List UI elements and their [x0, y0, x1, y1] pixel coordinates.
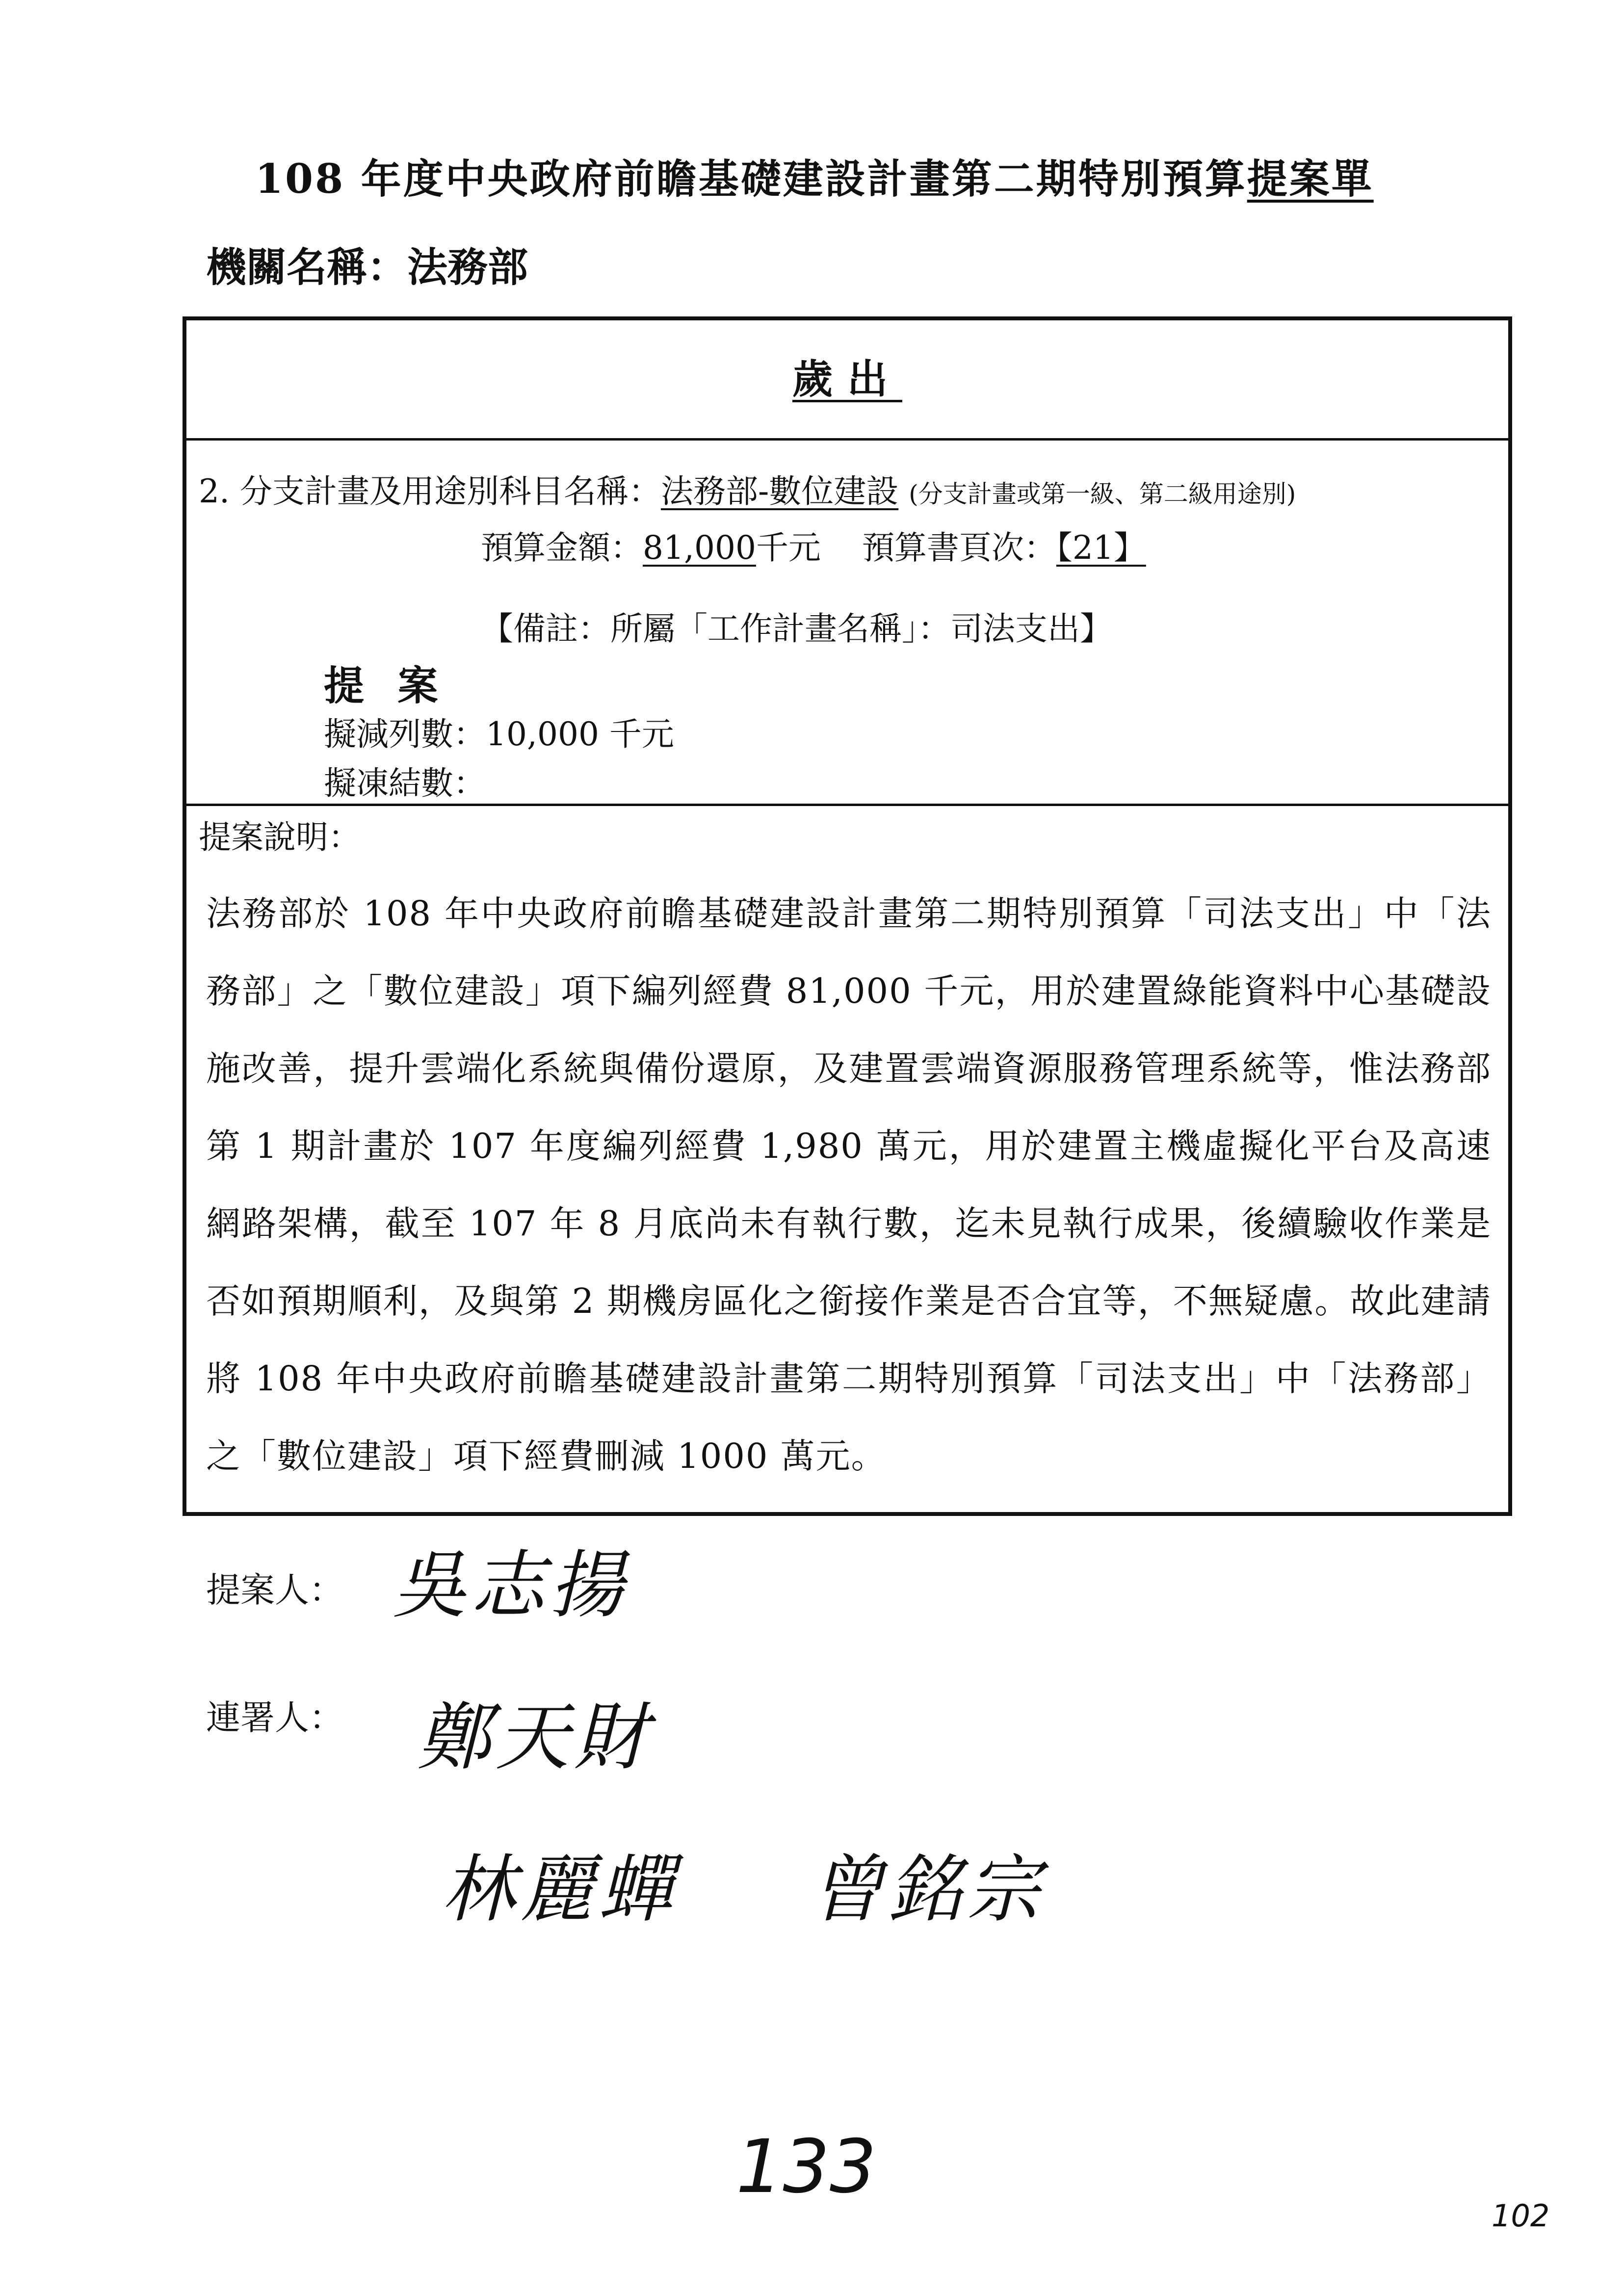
- agency-name: 機關名稱：法務部: [206, 244, 528, 291]
- item-line: [199, 465, 1296, 512]
- document-title: [255, 147, 1374, 205]
- explanation-text: 法務部於 108 年中央政府前瞻基礎建設計畫第二期特別預算「司法支出」中「法務部」之「數位建設」項下編列經費 81,000 千元，用於建置綠能資料中心基礎設施改善，提升雲端化系統與備份還原，及建置雲端資源服務管理系統等，惟法務部第 1 期計畫於 107 年度編列經費 1,980 萬元，用於建置主機虛擬化平台及高速網路架構，截至 107 年 8 月底尚未有執行數，迄未見執行成果，後續驗收作業是否如預期順利，及與第 2 期機房區化之銜接作業是否合宜等，不無疑慮。故此建請將 108 年中央政府前瞻基礎建設計畫第二期特別預算「司法支出」中「法務部」之「數位建設」項下經費刪減 1000 萬元。: [206, 893, 1492, 1476]
- proposer-label: 提案人：: [206, 1570, 343, 1610]
- divider-middle: [186, 804, 1508, 806]
- page-ref-label: 預算書頁次：: [862, 529, 1056, 567]
- amount-unit: 千元: [756, 529, 821, 567]
- title-main: 108 年度中央政府前瞻基礎建設計畫第二期特別預算: [255, 156, 1247, 203]
- freeze-amount: 擬凍結數：: [324, 764, 486, 802]
- cosigner-label: 連署人：: [206, 1697, 343, 1738]
- proposal-form-box: [183, 316, 1512, 1516]
- item-label: 2. 分支計畫及用途別科目名稱：: [199, 472, 661, 510]
- corner-number: 102: [1492, 2198, 1550, 2234]
- cosigner-signature-2: 林麗蟬: [442, 1847, 678, 1932]
- proposer-signature: 吳志揚: [393, 1543, 629, 1628]
- section-header: 歲出: [792, 356, 902, 403]
- amount-line: [481, 522, 1146, 568]
- item-name: 法務部-數位建設: [660, 472, 899, 510]
- page-number: 133: [736, 2124, 877, 2210]
- reduce-amount: 擬減列數：10,000 千元: [324, 715, 674, 753]
- page-ref-value: 【21】: [1056, 529, 1146, 567]
- item-note: (分支計畫或第一級、第二級用途別): [909, 480, 1296, 508]
- amount-label: 預算金額：: [481, 529, 643, 567]
- amount-value: 81,000: [643, 529, 756, 567]
- explanation-label: 提案說明：: [199, 818, 361, 856]
- divider-top: [186, 438, 1508, 441]
- cosigner-signature-3: 曾銘宗: [810, 1847, 1046, 1932]
- proposal-heading: 提 案: [324, 662, 448, 709]
- remark: 【備註：所屬「工作計畫名稱」：司法支出】: [481, 610, 1112, 648]
- title-underlined: 提案單: [1247, 156, 1374, 203]
- cosigner-signature-1: 鄭天財: [417, 1695, 653, 1780]
